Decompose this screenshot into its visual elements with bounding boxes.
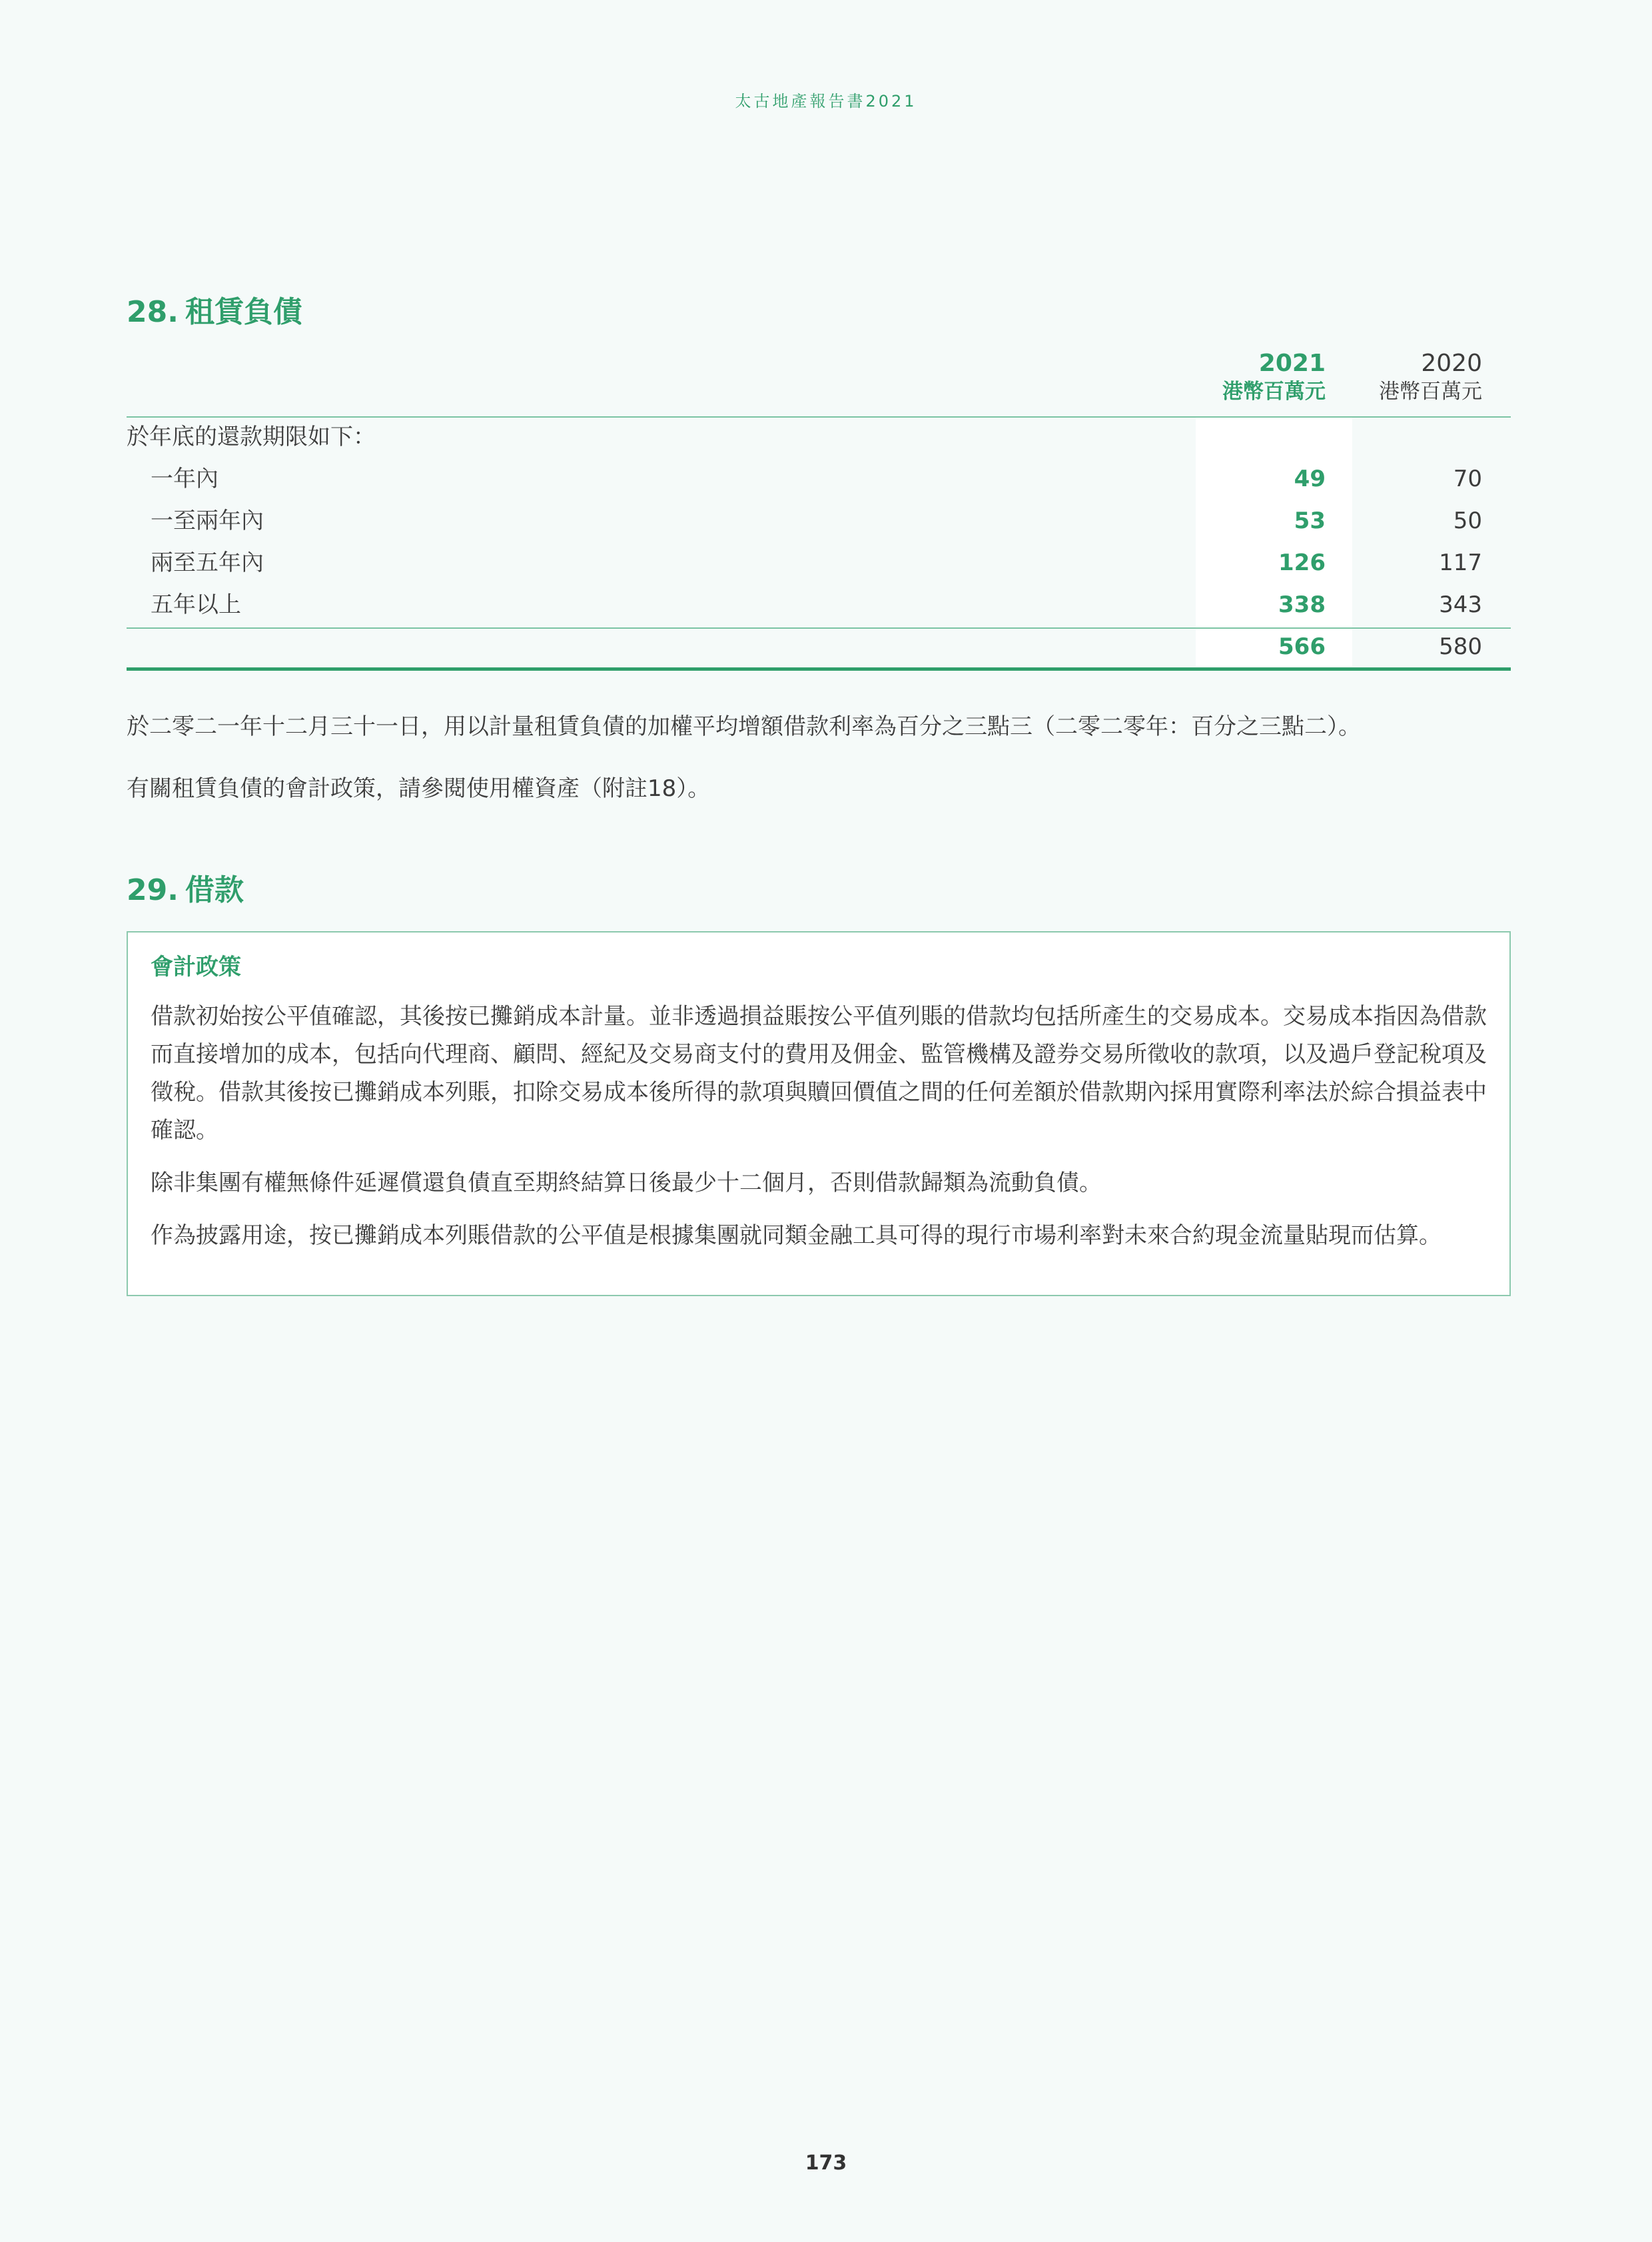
row-value-2020: 50 — [1453, 508, 1482, 534]
column-unit-2021: 港幣百萬元 — [1222, 380, 1326, 404]
row-value-2021: 338 — [1278, 591, 1326, 618]
page-number: 173 — [805, 2151, 847, 2175]
column-unit-2020: 港幣百萬元 — [1379, 380, 1482, 404]
column-header-2021 — [1169, 350, 1326, 406]
row-value-2021: 49 — [1294, 466, 1326, 492]
row-label: 兩至五年內 — [151, 550, 264, 576]
lease-liabilities-table — [127, 350, 1511, 660]
note-29-title — [127, 866, 244, 909]
row-value-2020: 70 — [1453, 466, 1482, 492]
table-total-row — [127, 626, 1511, 668]
row-value-2021: 53 — [1294, 508, 1326, 534]
column-header-2020 — [1326, 350, 1482, 406]
row-value-2020: 117 — [1439, 550, 1482, 576]
policy-paragraph: 除非集團有權無條件延遲償還負債直至期終結算日後最少十二個月，否則借款歸類為流動負債。 — [151, 1170, 1102, 1196]
row-label: 一年內 — [151, 466, 218, 492]
table-row — [127, 542, 1511, 584]
row-label: 一至兩年內 — [151, 508, 264, 534]
column-year-2021: 2021 — [1258, 350, 1326, 377]
column-year-2020: 2020 — [1421, 350, 1482, 377]
running-header: 太古地產報告書2021 — [735, 92, 917, 111]
total-value-2020: 580 — [1439, 633, 1482, 660]
accounting-policy-box — [127, 931, 1511, 1296]
note-29-number: 29. — [127, 873, 179, 907]
table-header — [127, 350, 1511, 416]
accounting-policy-reference-paragraph: 有關租賃負債的會計政策，請參閱使用權資產（附註18）。 — [127, 775, 711, 802]
table-intro-label: 於年底的還款期限如下： — [127, 424, 376, 450]
note-28-title — [127, 288, 302, 330]
note-28-number: 28. — [127, 295, 179, 329]
table-row — [127, 458, 1511, 500]
note-28-heading: 租賃負債 — [185, 295, 302, 329]
row-value-2020: 343 — [1439, 591, 1482, 618]
policy-paragraph: 作為披露用途，按已攤銷成本列賬借款的公平值是根據集團就同類金融工具可得的現行市場利率對未來合約現金流量貼現而估算。 — [151, 1222, 1442, 1249]
borrowing-rate-paragraph: 於二零二一年十二月三十一日，用以計量租賃負債的加權平均增額借款利率為百分之三點三（二零二零年：百分之三點二）。 — [127, 713, 1361, 740]
accounting-policy-title: 會計政策 — [151, 954, 241, 980]
table-bottom-rule — [127, 667, 1511, 671]
table-row — [127, 500, 1511, 542]
total-value-2021: 566 — [1278, 633, 1326, 660]
table-intro-row — [127, 416, 1511, 458]
note-29-heading: 借款 — [185, 873, 244, 907]
row-value-2021: 126 — [1278, 550, 1326, 576]
policy-paragraph: 借款初始按公平值確認，其後按已攤銷成本計量。並非透過損益賬按公平值列賬的借款均包括所產生的交易成本。交易成本指因為借款而直接增加的成本，包括向代理商、顧問、經紀及交易商支付的費用及佣金、監管機構及證券交易所徵收的款項，以及過戶登記稅項及徵稅。借款其後按已攤銷成本列賬，扣除交易成本後所得的款項與贖回價值之間的任何差額於借款期內採用實際利率法於綜合損益表中確認。 — [151, 1003, 1487, 1144]
row-label: 五年以上 — [151, 591, 241, 618]
table-row — [127, 584, 1511, 626]
